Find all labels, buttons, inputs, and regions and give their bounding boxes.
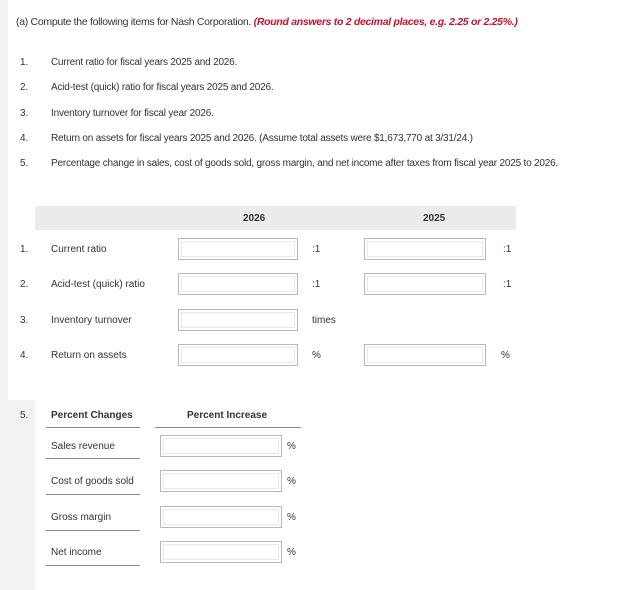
return-on-assets-2025-input[interactable] bbox=[364, 344, 486, 366]
cost-of-goods-sold-percent-input[interactable] bbox=[160, 470, 282, 492]
ratio-suffix: :1 bbox=[503, 244, 512, 255]
section-number: 5. bbox=[20, 410, 29, 421]
question-number: 5. bbox=[20, 158, 29, 169]
heading-underline bbox=[155, 427, 301, 428]
percent-increase-heading: Percent Increase bbox=[187, 410, 268, 421]
question-text: Acid-test (quick) ratio for fiscal years 2025 and 2026. bbox=[51, 82, 274, 93]
column-header-2026: 2026 bbox=[243, 213, 266, 224]
row-number: 3. bbox=[20, 315, 29, 326]
heading-underline bbox=[46, 427, 140, 428]
question-number: 2. bbox=[20, 82, 29, 93]
row-underline bbox=[46, 494, 140, 495]
cost-of-goods-sold-label: Cost of goods sold bbox=[51, 476, 134, 487]
return-on-assets-2026-input[interactable] bbox=[178, 344, 298, 366]
net-income-percent-input[interactable] bbox=[160, 541, 282, 563]
row-number: 4. bbox=[20, 350, 29, 361]
row-underline bbox=[46, 458, 140, 459]
percent-suffix: % bbox=[287, 476, 296, 487]
percent-suffix: % bbox=[287, 512, 296, 523]
question-text: Current ratio for fiscal years 2025 and 2026. bbox=[51, 57, 238, 68]
question-number: 1. bbox=[20, 57, 29, 68]
acid-test-ratio-2025-input[interactable] bbox=[364, 273, 486, 295]
percent-changes-heading: Percent Changes bbox=[51, 410, 133, 421]
net-income-label: Net income bbox=[51, 547, 102, 558]
row-number: 1. bbox=[20, 244, 29, 255]
inventory-turnover-2026-input[interactable] bbox=[178, 309, 298, 331]
ratio-suffix: :1 bbox=[503, 279, 512, 290]
ratio-suffix: :1 bbox=[312, 244, 321, 255]
percent-suffix: % bbox=[287, 441, 296, 452]
sales-revenue-label: Sales revenue bbox=[51, 441, 115, 452]
percent-suffix: % bbox=[287, 547, 296, 558]
times-suffix: times bbox=[312, 315, 336, 326]
percent-suffix: % bbox=[501, 350, 510, 361]
gross-margin-label: Gross margin bbox=[51, 512, 112, 523]
row-number: 2. bbox=[20, 279, 29, 290]
column-header-2025: 2025 bbox=[423, 213, 446, 224]
current-ratio-2026-input[interactable] bbox=[178, 238, 298, 260]
row-label-return-on-assets: Return on assets bbox=[51, 350, 127, 361]
question-number: 3. bbox=[20, 108, 29, 119]
instruction-main: (a) Compute the following items for Nash Corporation. bbox=[16, 16, 252, 28]
percent-suffix: % bbox=[312, 350, 321, 361]
gross-margin-percent-input[interactable] bbox=[160, 506, 282, 528]
sales-revenue-percent-input[interactable] bbox=[160, 435, 282, 457]
acid-test-ratio-2026-input[interactable] bbox=[178, 273, 298, 295]
left-margin-bar bbox=[0, 0, 8, 590]
row-underline bbox=[46, 565, 140, 566]
question-text: Inventory turnover for fiscal year 2026. bbox=[51, 108, 214, 119]
row-underline bbox=[46, 530, 140, 531]
question-text: Return on assets for fiscal years 2025 and 2026. (Assume total assets were $1,673,770 at 3/31/24.) bbox=[51, 133, 473, 144]
question-number: 4. bbox=[20, 133, 29, 144]
row-label-acid-test-ratio: Acid-test (quick) ratio bbox=[51, 279, 145, 290]
current-ratio-2025-input[interactable] bbox=[364, 238, 486, 260]
row-label-inventory-turnover: Inventory turnover bbox=[51, 315, 132, 326]
ratio-suffix: :1 bbox=[312, 279, 321, 290]
question-text: Percentage change in sales, cost of goods sold, gross margin, and net income after taxes from fiscal year 2025 to 2026. bbox=[51, 158, 559, 169]
row-label-current-ratio: Current ratio bbox=[51, 244, 107, 255]
instruction-rounding-note: (Round answers to 2 decimal places, e.g. 2.25 or 2.25%.) bbox=[253, 16, 518, 28]
instruction-line bbox=[16, 16, 518, 28]
